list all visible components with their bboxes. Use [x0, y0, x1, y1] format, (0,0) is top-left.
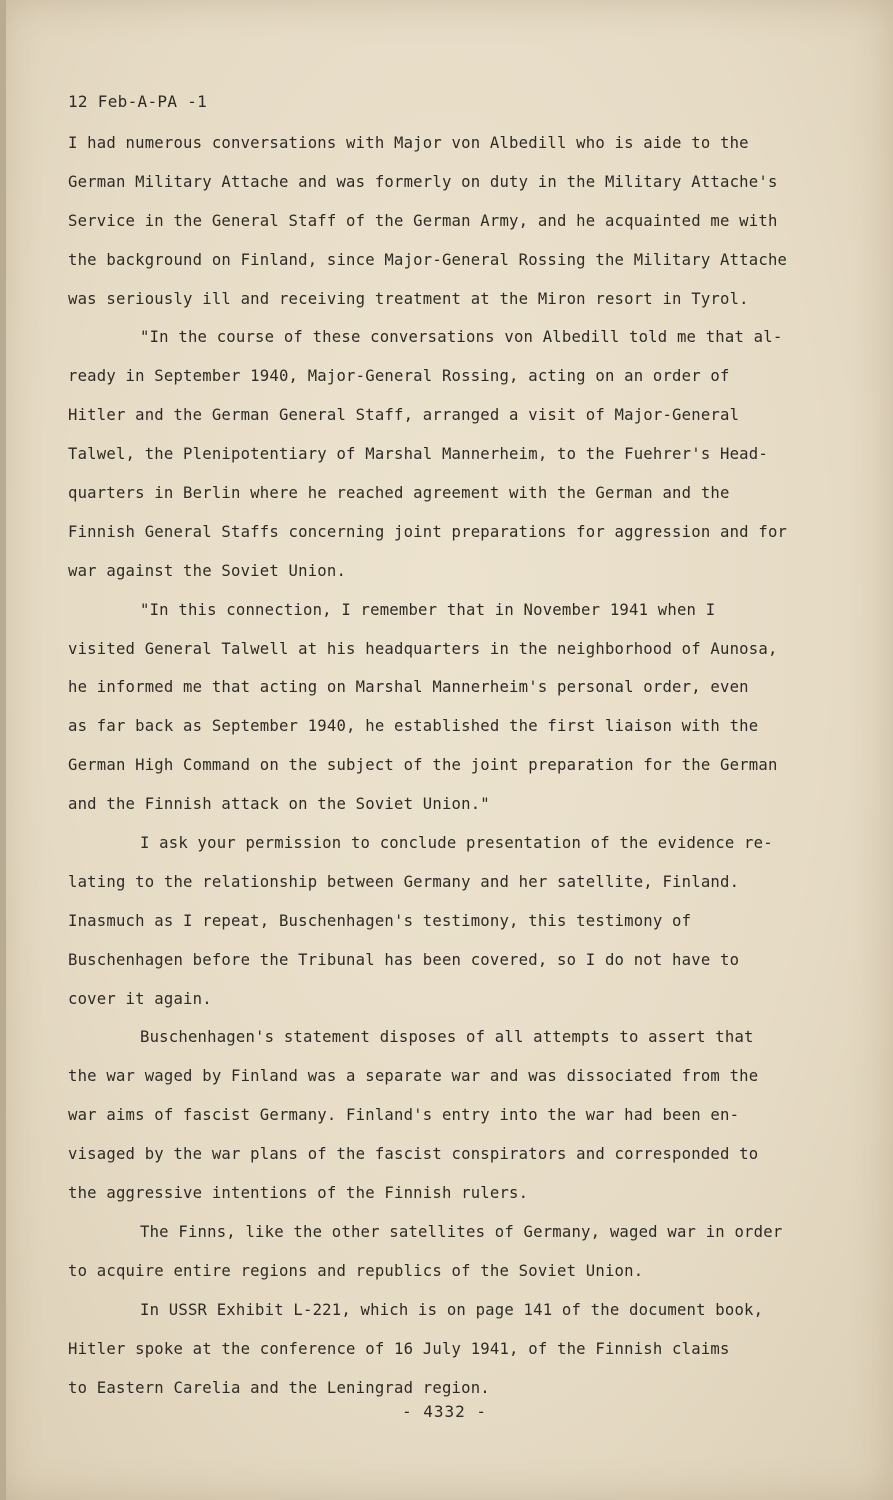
text-line: the background on Finland, since Major-General Rossing the Military Attache — [68, 250, 788, 269]
text-line: I had numerous conversations with Major von Albedill who is aide to the — [68, 134, 749, 152]
text-line: visaged by the war plans of the fascist conspirators and corresponded to — [68, 1145, 759, 1164]
text-line: ready in September 1940, Major-General Rossing, acting on an order of — [68, 367, 730, 386]
text-line: visited General Talwell at his headquarters in the neighborhood of Aunosa, — [68, 639, 778, 658]
text-line: cover it again. — [68, 989, 212, 1008]
text-line: the aggressive intentions of the Finnish rulers. — [68, 1184, 529, 1203]
text-line: to Eastern Carelia and the Leningrad region. — [68, 1378, 490, 1397]
text-line: war aims of fascist Germany. Finland's entry into the war had been en- — [68, 1106, 740, 1125]
text-line: was seriously ill and receiving treatment at the Miron resort in Tyrol. — [68, 289, 749, 308]
text-line: Hitler spoke at the conference of 16 July 1941, of the Finnish claims — [68, 1339, 730, 1358]
page-header: 12 Feb-A-PA -1 — [68, 92, 208, 111]
text-line: "In the course of these conversations von Albedill told me that al- — [140, 328, 783, 347]
document-body — [68, 124, 803, 1407]
text-line: In USSR Exhibit L-221, which is on page 141 of the document book, — [140, 1300, 764, 1319]
page-number: - 4332 - — [402, 1402, 488, 1421]
text-line: The Finns, like the other satellites of Germany, waged war in order — [140, 1222, 783, 1241]
text-line: to acquire entire regions and republics of the Soviet Union. — [68, 1261, 644, 1280]
text-line: war against the Soviet Union. — [68, 561, 347, 580]
text-line: German Military Attache and was formerly on duty in the Military Attache's — [68, 172, 778, 191]
text-line: lating to the relationship between Germany and her satellite, Finland. — [68, 872, 740, 891]
text-line: Inasmuch as I repeat, Buschenhagen's testimony, this testimony of — [68, 911, 692, 930]
text-line: Finnish General Staffs concerning joint preparations for aggression and for — [68, 522, 788, 541]
text-line: Service in the General Staff of the German Army, and he acquainted me with — [68, 211, 778, 230]
text-line: the war waged by Finland was a separate war and was dissociated from the — [68, 1067, 759, 1086]
text-line: Hitler and the German General Staff, arranged a visit of Major-General — [68, 406, 740, 425]
text-line: as far back as September 1940, he established the first liaison with the — [68, 717, 759, 736]
text-line: quarters in Berlin where he reached agreement with the German and the — [68, 484, 730, 503]
page-edge — [0, 0, 6, 1500]
text-line: Buschenhagen's statement disposes of all attempts to assert that — [140, 1028, 754, 1047]
text-line: "In this connection, I remember that in November 1941 when I — [140, 600, 716, 619]
text-line: I ask your permission to conclude presentation of the evidence re- — [140, 834, 773, 853]
text-line: Talwel, the Plenipotentiary of Marshal Mannerheim, to the Fuehrer's Head- — [68, 445, 768, 464]
text-line: and the Finnish attack on the Soviet Union." — [68, 795, 490, 814]
text-line: German High Command on the subject of the joint preparation for the German — [68, 756, 778, 775]
text-line: Buschenhagen before the Tribunal has been covered, so I do not have to — [68, 950, 740, 969]
text-line: he informed me that acting on Marshal Mannerheim's personal order, even — [68, 678, 749, 697]
